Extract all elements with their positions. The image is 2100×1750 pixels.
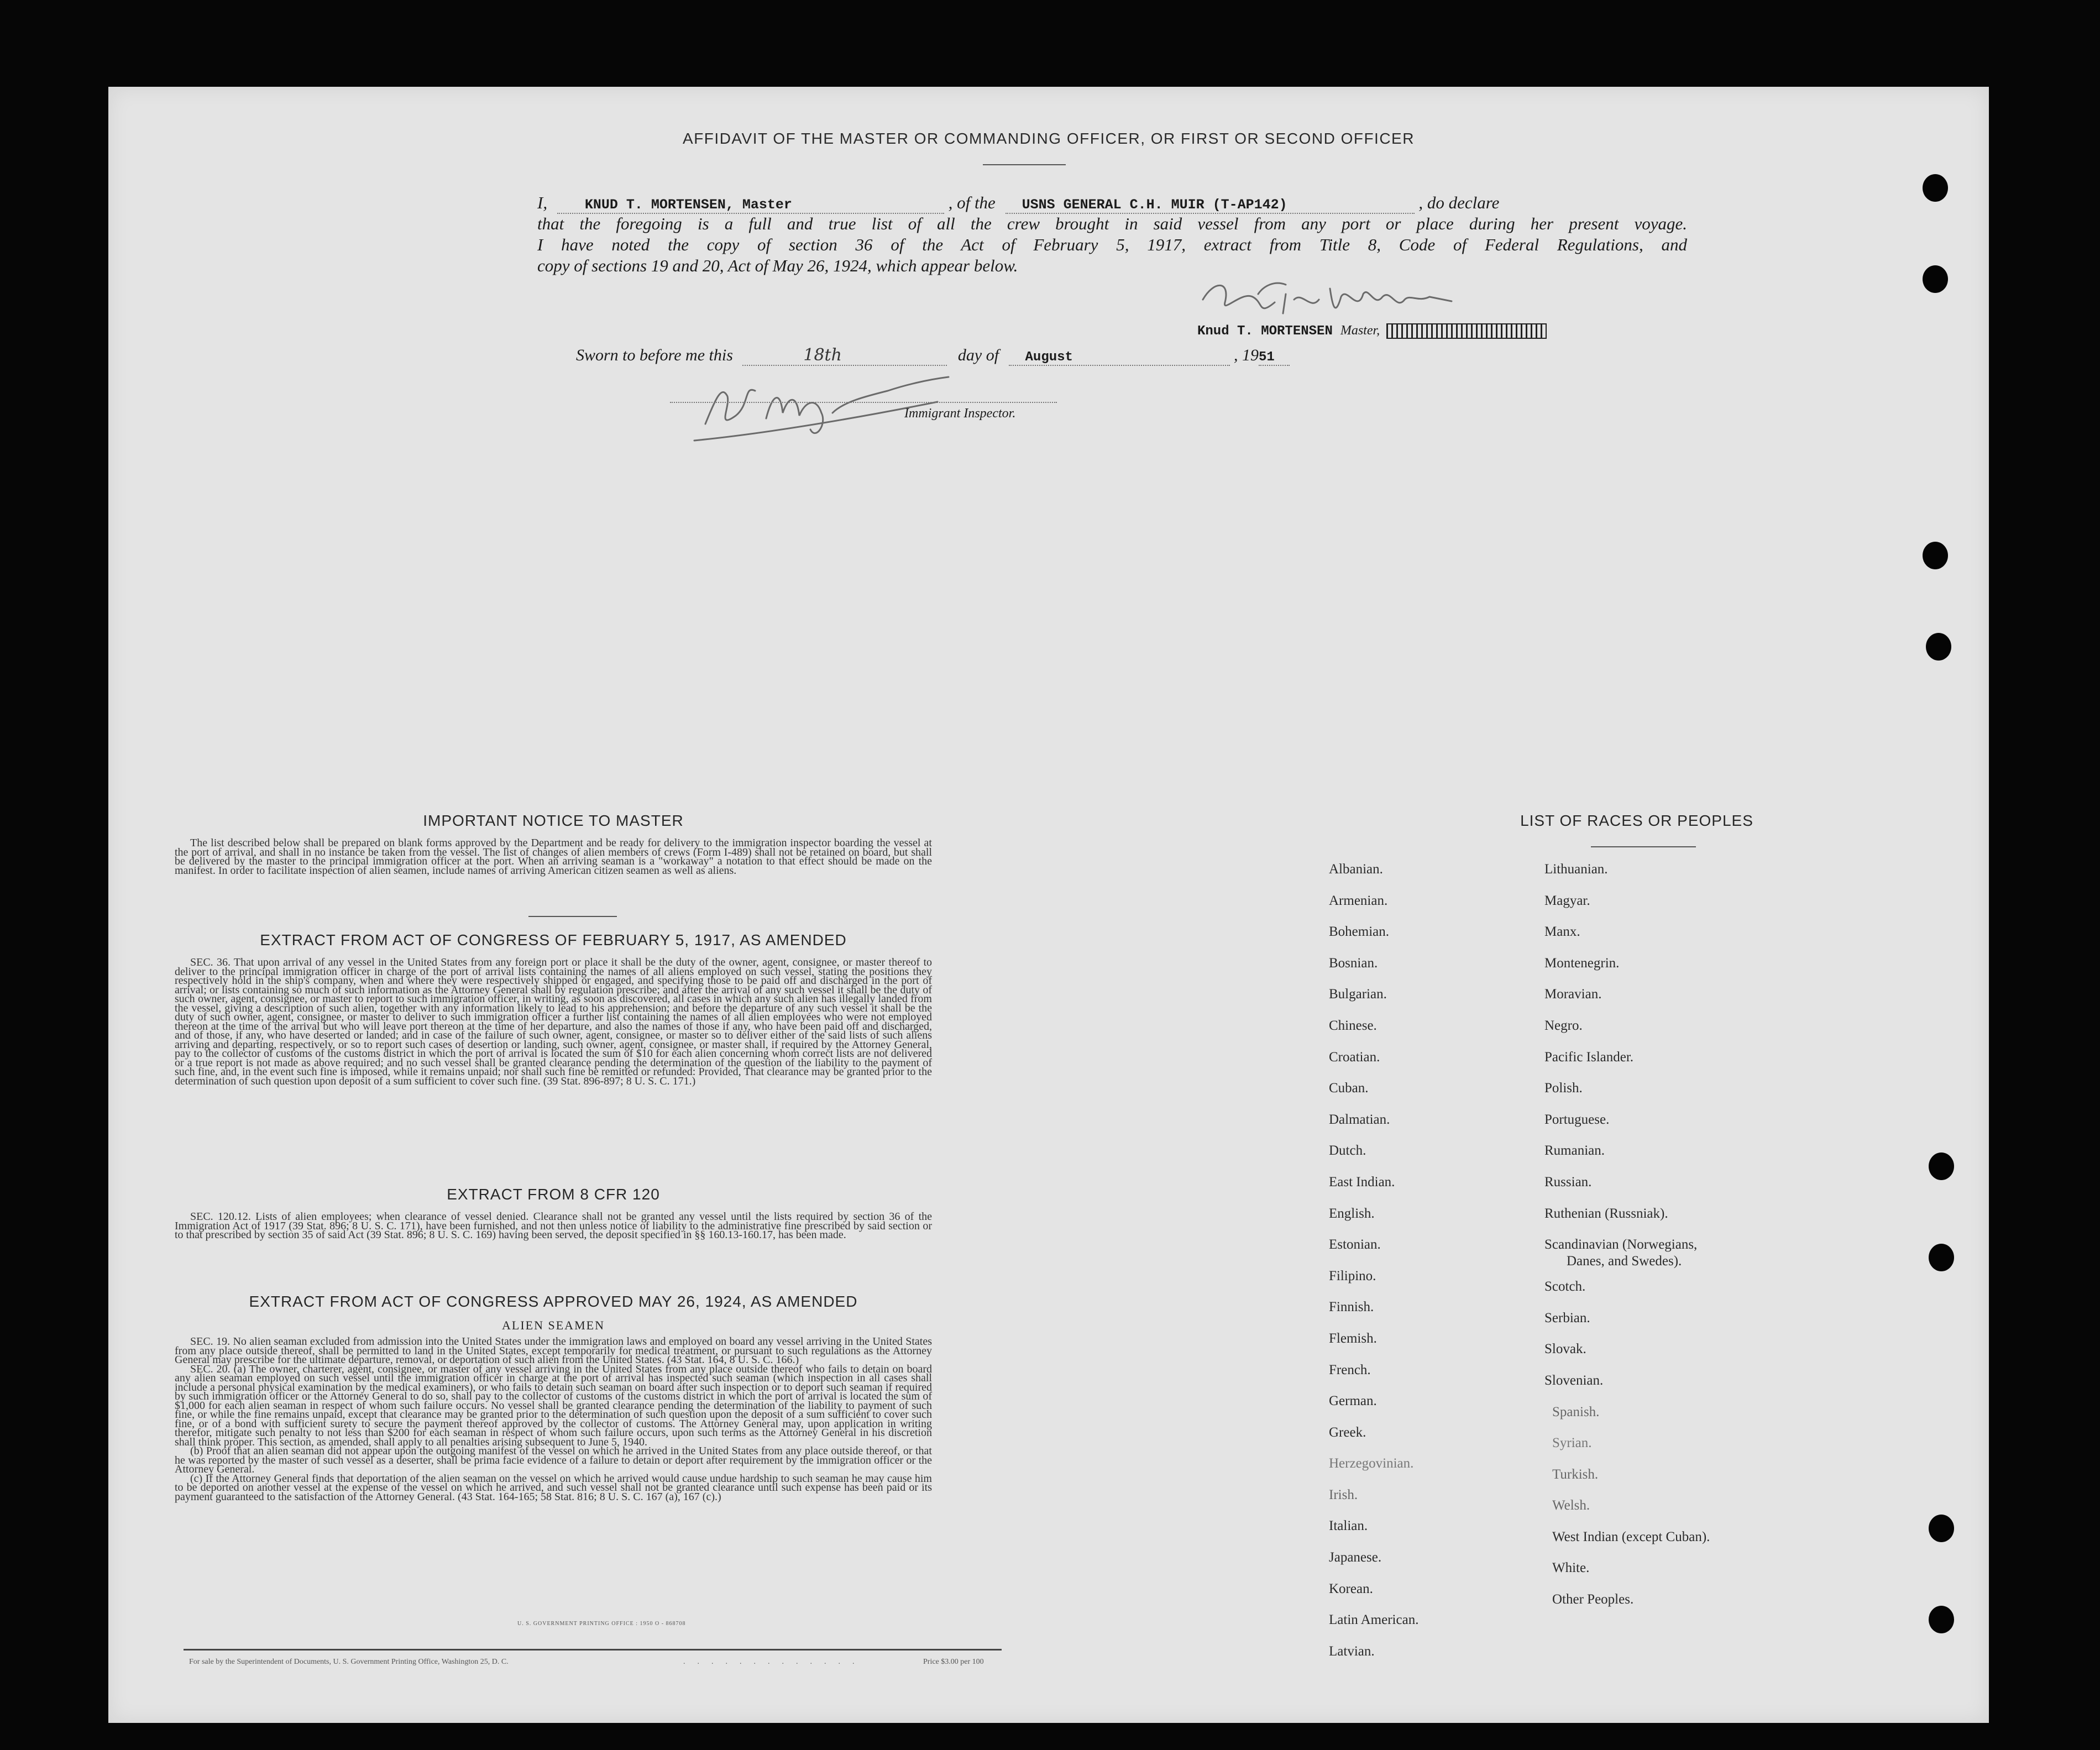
races-column-2 — [1544, 861, 1710, 1623]
race-item: Japanese. — [1329, 1550, 1382, 1565]
race-item: Korean. — [1329, 1581, 1373, 1596]
master-signature — [1192, 269, 1468, 330]
day-of-text: day of — [957, 346, 999, 364]
race-item: Danes, and Swedes). — [1567, 1254, 1682, 1269]
affidavit-title: AFFIDAVIT OF THE MASTER OR COMMANDING OFFICER, OR FIRST OR SECOND OFFICER — [683, 130, 1415, 147]
punch-hole — [1926, 633, 1951, 661]
notice-paragraph: The list described below shall be prepared on blank forms approved by the Department and be ready for delivery to the immigration inspector boarding the vessel at the port of arrival, and shall in no instance be taken from the vessel. The list of changes of alien members of crews (Form I-489) shall not be retained on board, but shall be delivered by the master to the principal immigration officer at the port. When an arriving seaman is a "workaway" a notation to that effect should be made on the manifest. In order to facilitate inspection of alien seamen, include names of arriving American citizen seamen as well as aliens. — [175, 837, 932, 877]
footer-rule — [184, 1649, 1002, 1651]
master-name-value: KNUD T. MORTENSEN, Master — [584, 197, 792, 213]
gpo-imprint: U. S. GOVERNMENT PRINTING OFFICE : 1950 O - 868708 — [517, 1621, 686, 1627]
race-item: Bulgarian. — [1329, 987, 1387, 1002]
race-item: Montenegrin. — [1544, 955, 1620, 971]
punch-hole — [1929, 1244, 1954, 1271]
section-120-12-paragraph: SEC. 120.12. Lists of alien employees; when clearance of vessel denied. Clearance shall not be granted any vessel until the lists required by section 36 of the Immigration Act of 1917 (39 Stat. 896; 8 U. S. C. 171), have been furnished, and not then unless notice of liability to the administrative fine prescribed by said section or to that prescribed by section 35 of said Act (39 Stat. 896; 8 U. S. C. 169) having been served, the deposit specified in §§ 160.13-160.17, has been made. — [175, 1211, 932, 1241]
race-item: Welsh. — [1552, 1498, 1590, 1513]
race-item: East Indian. — [1329, 1174, 1395, 1190]
sworn-prefix: Sworn to before me this — [576, 346, 733, 364]
punch-hole — [1923, 265, 1948, 293]
race-item: English. — [1329, 1206, 1375, 1221]
typed-master-name: Knud T. MORTENSEN — [1197, 324, 1333, 339]
race-item: Irish. — [1329, 1487, 1358, 1502]
master-signature-line — [1197, 323, 1547, 339]
race-item: Flemish. — [1329, 1330, 1377, 1346]
race-item: Spanish. — [1552, 1404, 1600, 1419]
races-title: LIST OF RACES OR PEOPLES — [1520, 812, 1753, 829]
section-19-paragraph: SEC. 19. No alien seaman excluded from admission into the United States under the immigration laws and employed on board any vessel arriving in the United States from any place outside thereof, shall be permitted to land in the United States, except temporarily for medical treatment, or pursuant to such regulations as the Attorney General may prescribe for the ultimate departure, removal, or deportation of such alien from the United States. (43 Stat. 164, 8 U. S. C. 166.) — [175, 1335, 932, 1366]
notice-title: IMPORTANT NOTICE TO MASTER — [423, 812, 684, 829]
race-item: Lithuanian. — [1544, 862, 1608, 877]
do-declare-text: , do declare — [1418, 193, 1500, 212]
title-divider — [983, 164, 1066, 165]
section-20c-paragraph: (c) If the Attorney General finds that deportation of the alien seaman on the vessel on which he arrived would cause undue hardship to such seaman he may cause him to be deported on another vessel at the expense of the vessel on which he arrived, and such vessel shall not be granted clearance until such expense has been paid or its payment guaranteed to the satisfaction of the Attorney General. (43 Stat. 164-165; 58 Stat. 816; 8 U. S. C. 167 (a), 167 (c).) — [175, 1472, 932, 1503]
notice-divider — [528, 916, 617, 917]
sworn-year-value: 51 — [1259, 350, 1275, 365]
race-item: Cuban. — [1329, 1081, 1369, 1096]
race-item: Polish. — [1544, 1081, 1583, 1096]
extract-1924-title: EXTRACT FROM ACT OF CONGRESS APPROVED MAY 26, 1924, AS AMENDED — [249, 1293, 858, 1310]
punch-hole — [1923, 174, 1948, 202]
race-item: Syrian. — [1552, 1435, 1592, 1451]
notice-text — [175, 839, 932, 875]
race-item: Estonian. — [1329, 1237, 1381, 1253]
inspector-signature — [683, 363, 971, 446]
sale-note: For sale by the Superintendent of Documents, U. S. Government Printing Office, Washington 25, D. C. — [189, 1658, 509, 1666]
race-item: Latvian. — [1329, 1643, 1375, 1659]
inspector-label: Immigrant Inspector. — [904, 406, 1016, 421]
race-item: Ruthenian (Russniak). — [1544, 1206, 1668, 1221]
races-column-1 — [1329, 861, 1418, 1674]
race-item: Slovak. — [1544, 1342, 1586, 1357]
race-item: Scotch. — [1544, 1279, 1586, 1295]
struck-out-title — [1386, 323, 1547, 339]
race-item: Latin American. — [1329, 1612, 1419, 1628]
of-the-text: , of the — [948, 193, 996, 212]
affidavit-body-line-2: I have noted the copy of section 36 of the Act of February 5, 1917, extract from Title 8, Code of Federal Regulations, and — [537, 235, 1687, 254]
document-page — [108, 87, 1989, 1723]
punch-hole — [1929, 1515, 1954, 1542]
race-item: Chinese. — [1329, 1018, 1377, 1033]
race-item: Herzegovinian. — [1329, 1456, 1414, 1471]
punch-hole — [1929, 1606, 1954, 1633]
section-20a-paragraph: SEC. 20. (a) The owner, charterer, agent, consignee, or master of any vessel arriving in the United States from any place outside thereof who fails to detain on board any alien seaman employed on such vessel until the immigration officer in charge at the port of arrival has inspected such seaman (which inspection in all cases shall include a personal physical examination by the medical examiners), or who fails to detain such seaman on board after such inspection or to deport such seaman if required by such immigration officer or the Attorney General to do so, shall pay to the collector of customs of the customs district in which the port of arrival is located the sum of $1,000 for each alien seaman in respect of whom such failure occurs. No vessel shall be granted clearance pending the determination of the liability to payment of such fine, or while the fine remains unpaid, except that clearance may be granted prior to the determination of such question upon the deposit of a sum sufficient to cover such fine, or of a bond with sufficient surety to secure the payment thereof approved by the collector of customs. The Attorney General may, upon application in writing therefor, mitigate such penalty to not less than $200 for each seaman in respect of whom such failure occurs, upon such terms as the Attorney General in his discretion shall think proper. This section, as amended, shall apply to all penalties arising subsequent to June 5, 1940. — [175, 1363, 932, 1448]
year-prefix: , 19 — [1234, 346, 1259, 364]
race-item: Russian. — [1544, 1174, 1592, 1190]
race-item: Negro. — [1544, 1018, 1583, 1033]
pronoun: I, — [537, 193, 548, 212]
race-item: Dalmatian. — [1329, 1112, 1390, 1127]
extract-1924-text — [175, 1337, 932, 1501]
race-item: Dutch. — [1329, 1143, 1366, 1159]
race-item: Pacific Islander. — [1544, 1049, 1634, 1065]
race-item: Finnish. — [1329, 1300, 1374, 1315]
race-item: Rumanian. — [1544, 1143, 1605, 1159]
extract-1917-title: EXTRACT FROM ACT OF CONGRESS OF FEBRUARY 5, 1917, AS AMENDED — [260, 931, 847, 949]
affidavit-body-line-1: that the foregoing is a full and true list of all the crew brought in said vessel from any port or place during her present voyage. — [537, 214, 1687, 233]
vessel-field — [1006, 193, 1415, 214]
section-20b-paragraph: (b) Proof that an alien seaman did not appear upon the outgoing manifest of the vessel on which he arrived in the United States from any place outside thereof, or that he was reported by the master of such vessel as a deserter, shall be prima facie evidence of a failure to detain or deport after requirement by the immigration officer or the Attorney General. — [175, 1445, 932, 1475]
race-item: Albanian. — [1329, 862, 1383, 877]
race-item: White. — [1552, 1560, 1590, 1576]
section-36-paragraph: SEC. 36. That upon arrival of any vessel in the United States from any foreign port or place it shall be the duty of the owner, agent, consignee, or master thereof to deliver to the principal immigration officer in charge of the port of arrival lists containing the names of all aliens employed on such vessel, stating the positions they respectively hold in the ship's company, when and where they were respectively shipped or engaged, and specifying those to be paid off and discharged in the port of arrival; or lists containing so much of such information as the Attorney General shall by regulation prescribe; and after the arrival of any such vessel it shall be the duty of such owner, agent, consignee, or master to report to such immigration officer, in writing, as soon as discovered, all cases in which any such alien has illegally landed from the vessel, giving a description of such alien, together with any information likely to lead to his apprehension; and before the departure of any such vessel it shall be the duty of such owner, agent, consignee, or master to deliver to such immigration officer a further list containing the names of all alien employees who were not employed thereon at the time of the arrival but who will leave port thereon at the time of her departure, and also the names of those if any, who have been paid off and discharged, and of those, if any, who have deserted or landed; and in case of the failure of such owner, agent, consignee, or master so to deliver either of the said lists of such aliens arriving and departing, respectively, or so to report such cases of desertion or landing, such owner, agent, consignee, or master shall, if required by the Attorney General, pay to the collector of customs of the customs district in which the port of arrival is located the sum of $10 for each alien concerning whom correct lists are not delivered or a true report is not made as above required; and no such vessel shall be granted clearance pending the determination of the question of the liability to the payment of such fine, and, in the event such fine is imposed, while it remains unpaid; nor shall such fine be remitted or refunded: Provided, That clearance may be granted prior to the determination of such question upon deposit of a sum sufficient to cover such fine. (39 Stat. 896-897; 8 U. S. C. 171.) — [175, 956, 932, 1087]
race-item: West Indian (except Cuban). — [1552, 1529, 1710, 1544]
extract-cfr-title: EXTRACT FROM 8 CFR 120 — [447, 1186, 660, 1203]
race-item: German. — [1329, 1393, 1377, 1409]
leader-dots: ............. — [683, 1658, 867, 1666]
sworn-month-field — [1009, 346, 1230, 366]
race-item: Portuguese. — [1544, 1112, 1610, 1127]
inspector-signature-line — [670, 402, 1057, 403]
race-item: Croatian. — [1329, 1049, 1380, 1065]
race-item: Greek. — [1329, 1424, 1366, 1440]
race-item: Bosnian. — [1329, 955, 1378, 971]
race-item: Other Peoples. — [1552, 1592, 1634, 1607]
race-item: Moravian. — [1544, 987, 1602, 1002]
affidavit-declaration-line — [537, 193, 1687, 214]
race-item: Manx. — [1544, 924, 1580, 940]
race-item: Bohemian. — [1329, 924, 1390, 940]
punch-hole — [1923, 542, 1948, 569]
race-item: Magyar. — [1544, 893, 1590, 908]
price-note: Price $3.00 per 100 — [923, 1658, 984, 1666]
extract-cfr-text — [175, 1212, 932, 1240]
sworn-month-value: August — [1025, 350, 1073, 365]
race-item: Italian. — [1329, 1518, 1368, 1534]
extract-1917-text — [175, 958, 932, 1086]
affidavit-body-line-3: copy of sections 19 and 20, Act of May 26, 1924, which appear below. — [537, 256, 1018, 275]
sworn-day-value: 18th — [803, 345, 842, 365]
race-item: Serbian. — [1544, 1310, 1590, 1325]
master-name-field — [557, 193, 944, 214]
race-item: Scandinavian (Norwegians, — [1544, 1237, 1698, 1253]
race-item: French. — [1329, 1362, 1371, 1377]
race-item: Turkish. — [1552, 1466, 1599, 1482]
vessel-name-value: USNS GENERAL C.H. MUIR (T-AP142) — [1022, 197, 1287, 213]
race-item: Armenian. — [1329, 893, 1388, 908]
race-item: Slovenian. — [1544, 1372, 1604, 1388]
races-divider — [1591, 846, 1696, 847]
punch-hole — [1929, 1152, 1954, 1180]
sworn-year-field — [1259, 346, 1290, 366]
master-label: Master, — [1340, 323, 1380, 338]
race-item: Filipino. — [1329, 1268, 1376, 1283]
alien-seamen-subtitle: ALIEN SEAMEN — [502, 1318, 605, 1332]
